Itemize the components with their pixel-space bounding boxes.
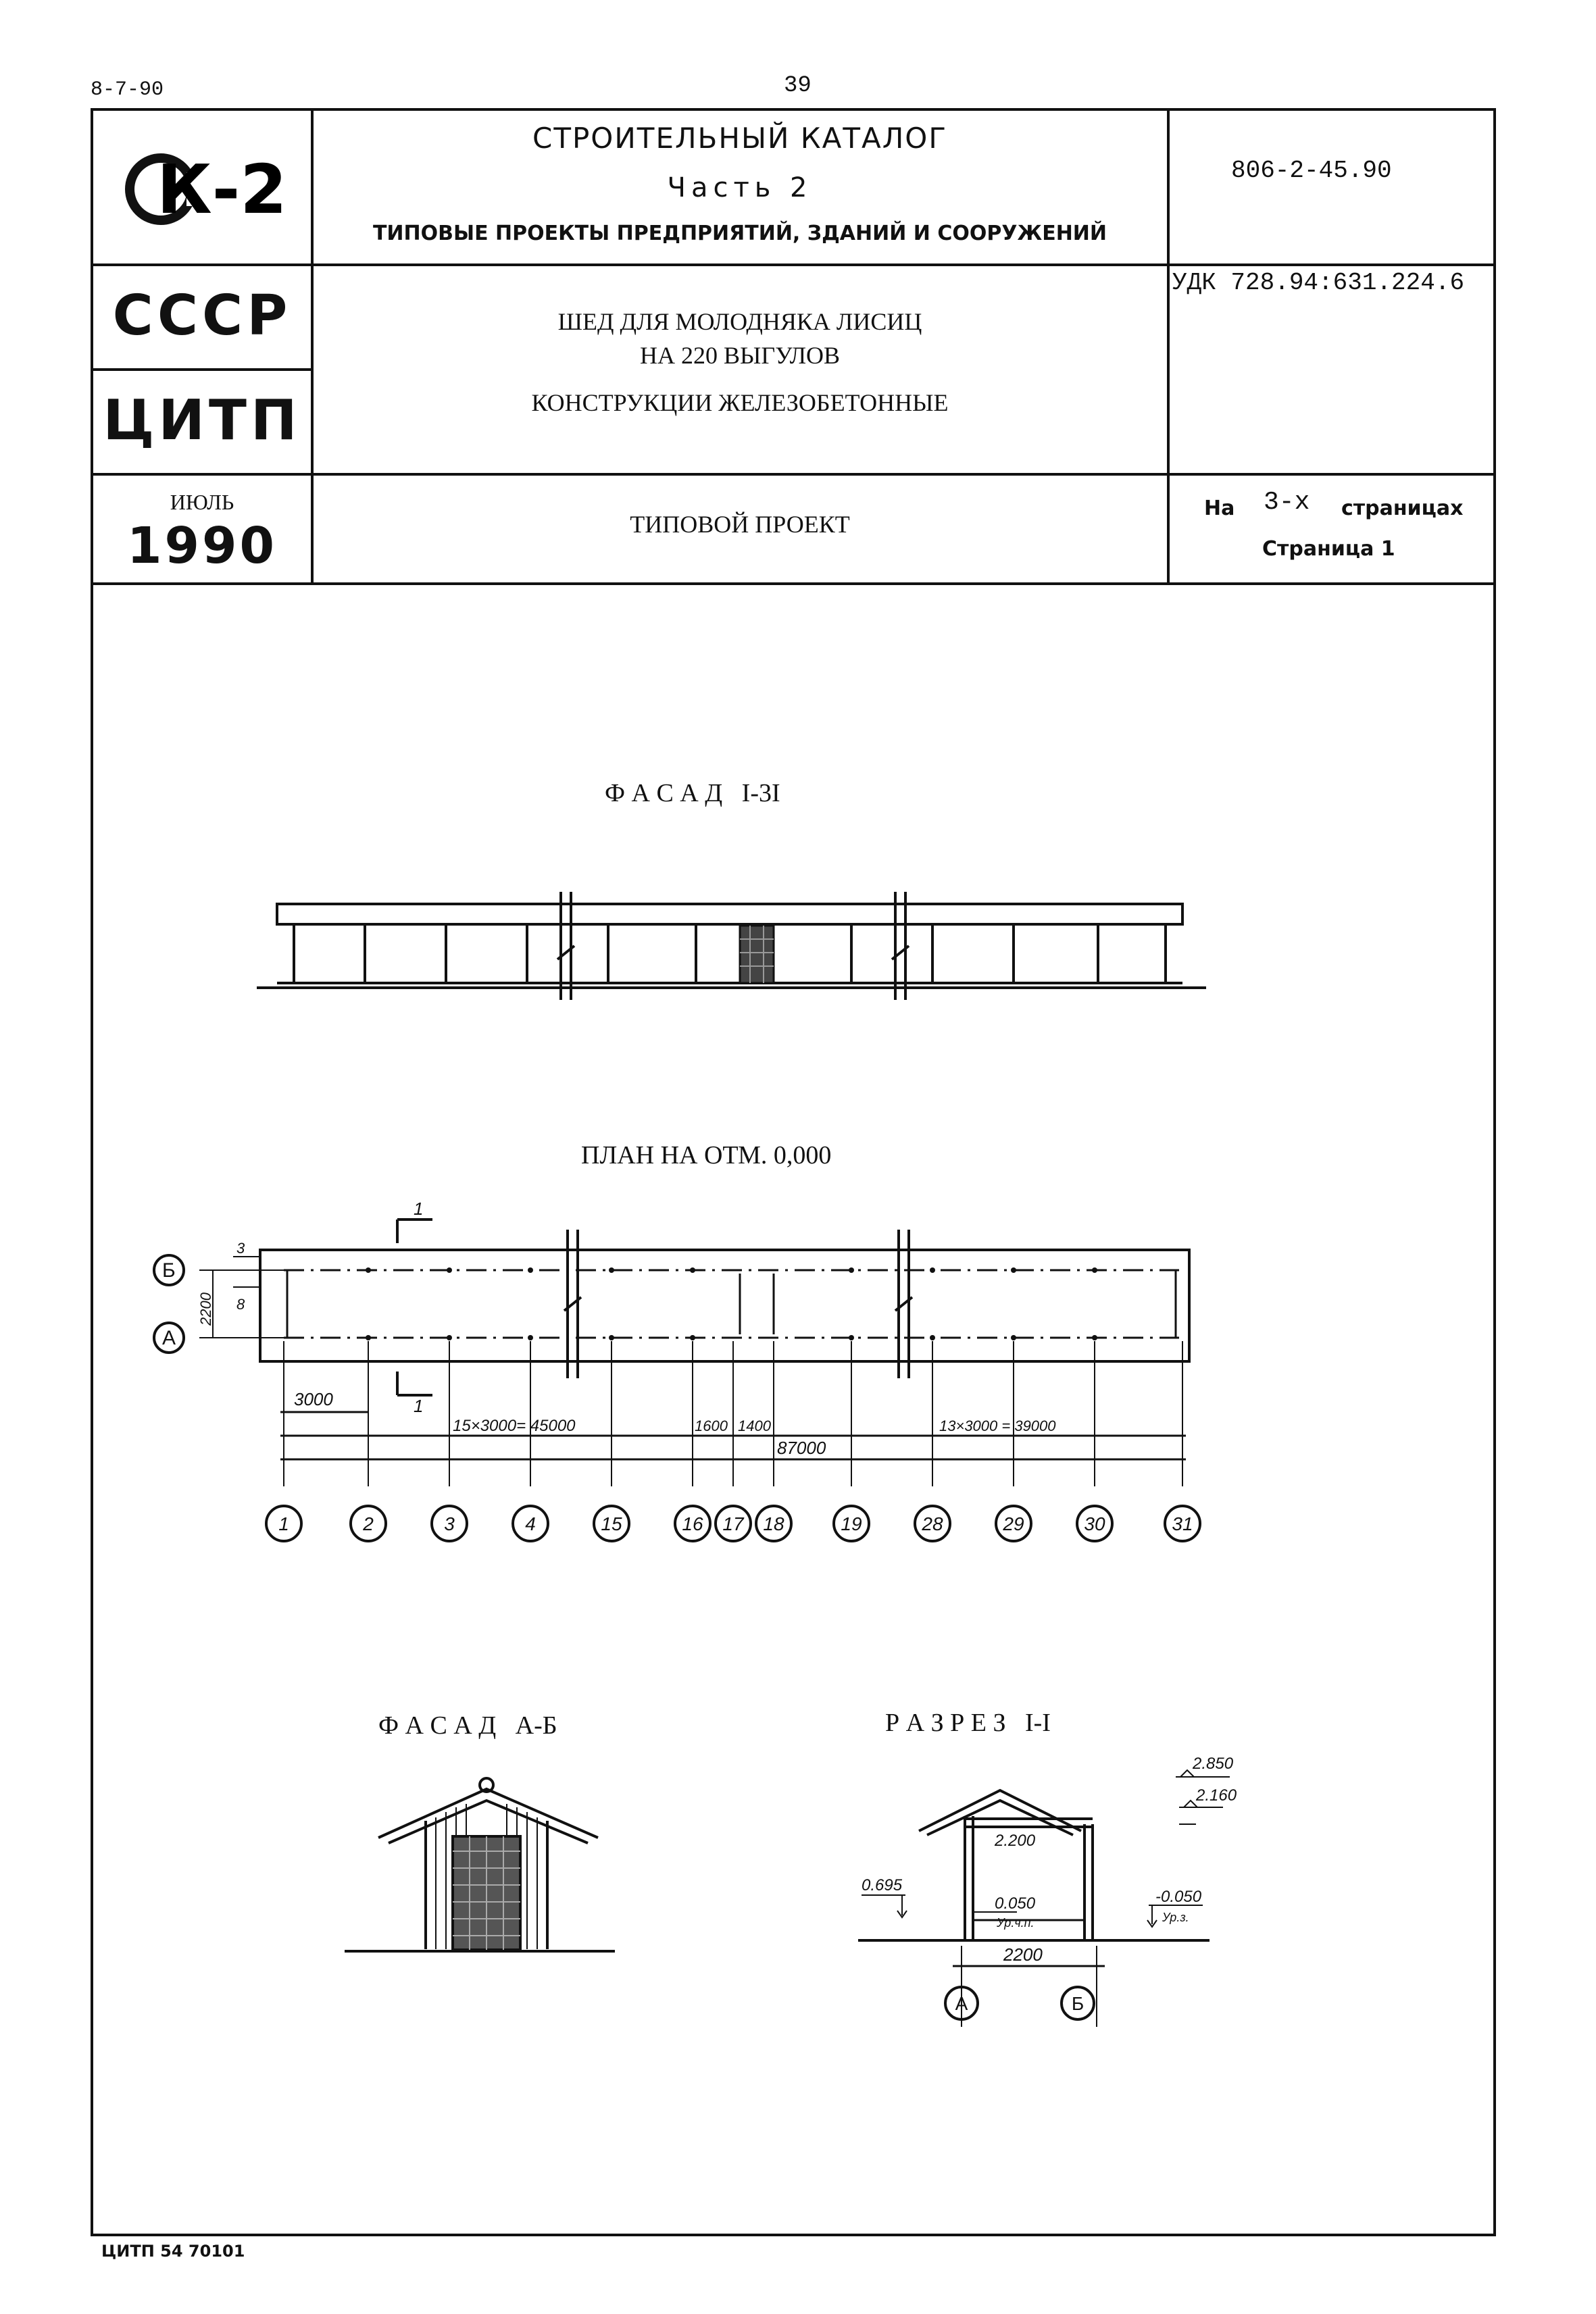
- axis-label: 31: [1172, 1513, 1193, 1534]
- dim-2200-vertical: 2200: [197, 1292, 214, 1326]
- dim-3000: 3000: [294, 1389, 333, 1409]
- section-dim-2200: 2200: [1003, 1944, 1043, 1965]
- axis-label: 17: [722, 1513, 744, 1534]
- elevation-2200: 2.200: [995, 1832, 1036, 1850]
- pages-count: 3-х: [1264, 488, 1310, 517]
- page-label: Страница 1: [1262, 537, 1395, 561]
- project-title-line3: КОНСТРУКЦИИ ЖЕЛЕЗОБЕТОННЫЕ: [531, 389, 949, 416]
- ground-level-label: Ур.з.: [1162, 1911, 1189, 1924]
- section-axis-a: А: [955, 1993, 968, 2014]
- pages-suffix: страницах: [1341, 497, 1464, 520]
- divider: [91, 473, 1496, 476]
- facade-a-b-title: Ф А С А Д А-Б: [378, 1711, 557, 1740]
- section-1-1-drawing: [851, 1743, 1297, 2027]
- elevation-2160: 2.160: [1196, 1786, 1237, 1805]
- axis-label: 1: [278, 1513, 289, 1534]
- year: 1990: [127, 517, 277, 575]
- project-code: 806-2-45.90: [1231, 157, 1392, 184]
- section-1-1-title: Р А З Р Е З I-I: [885, 1709, 1051, 1737]
- axis-label: 2: [363, 1513, 374, 1534]
- axis-label: 4: [525, 1513, 536, 1534]
- pages-prefix: На: [1204, 497, 1235, 520]
- plan-drawing: [135, 1176, 1243, 1554]
- facade-1-31-drawing: [250, 878, 1216, 1000]
- dim-total: 87000: [777, 1438, 826, 1458]
- elevation-2850: 2.850: [1193, 1755, 1234, 1773]
- elevation-0695: 0.695: [862, 1876, 903, 1894]
- doc-type: ТИПОВОЙ ПРОЕКТ: [630, 511, 850, 538]
- dim-1400: 1400: [738, 1417, 771, 1434]
- dim-15x3000: 15×3000= 45000: [453, 1417, 576, 1435]
- divider: [1167, 108, 1170, 584]
- divider: [91, 368, 314, 371]
- row-label-b: Б: [162, 1259, 176, 1282]
- logo-text: К-2: [157, 150, 287, 229]
- divider: [91, 582, 1496, 585]
- project-title-line2: НА 220 ВЫГУЛОВ: [639, 342, 841, 369]
- section-mark-top: 1: [414, 1199, 424, 1219]
- divider: [91, 263, 1496, 266]
- elevation-minus-0050: -0.050: [1155, 1888, 1202, 1906]
- dim-8: 8: [236, 1296, 245, 1313]
- elevation-0050: 0.050: [995, 1894, 1036, 1913]
- month: ИЮЛЬ: [170, 490, 234, 514]
- dim-1600: 1600: [695, 1417, 728, 1434]
- axis-label: 3: [444, 1513, 455, 1534]
- catalog-title: СТРОИТЕЛЬНЫЙ КАТАЛОГ: [532, 122, 947, 155]
- axis-label: 19: [841, 1513, 862, 1534]
- axis-label: 16: [682, 1513, 703, 1534]
- plan-title: ПЛАН НА ОТМ. 0,000: [581, 1141, 832, 1169]
- axis-label: 29: [1003, 1513, 1024, 1534]
- footer-code: ЦИТП 54 70101: [101, 2242, 245, 2261]
- section-axis-b: Б: [1071, 1993, 1084, 2014]
- project-title-line1: ШЕД ДЛЯ МОЛОДНЯКА ЛИСИЦ: [557, 308, 922, 335]
- facade-1-31-title: Ф А С А Д I-3I: [605, 779, 780, 807]
- country: СССР: [112, 284, 292, 348]
- axis-label: 28: [922, 1513, 943, 1534]
- page-number: 39: [784, 73, 812, 99]
- dim-3: 3: [236, 1240, 245, 1257]
- corner-code: 8-7-90: [91, 78, 164, 101]
- logo: [122, 145, 297, 233]
- facade-a-b-drawing: [338, 1770, 635, 1959]
- catalog-part-subtitle: ТИПОВЫЕ ПРОЕКТЫ ПРЕДПРИЯТИЙ, ЗДАНИЙ И СООРУЖЕНИЙ: [372, 222, 1107, 245]
- axis-label: 15: [601, 1513, 622, 1534]
- catalog-part: Часть 2: [667, 172, 813, 203]
- axis-label: 18: [763, 1513, 784, 1534]
- row-label-a: А: [162, 1327, 176, 1349]
- dim-13x3000: 13×3000 = 39000: [939, 1417, 1056, 1434]
- udk-code: УДК 728.94:631.224.6: [1172, 269, 1465, 297]
- section-mark-bottom: 1: [414, 1396, 424, 1416]
- floor-level-label: Ур.ч.п.: [997, 1916, 1034, 1930]
- axis-label: 30: [1084, 1513, 1105, 1534]
- organization: ЦИТП: [103, 388, 301, 453]
